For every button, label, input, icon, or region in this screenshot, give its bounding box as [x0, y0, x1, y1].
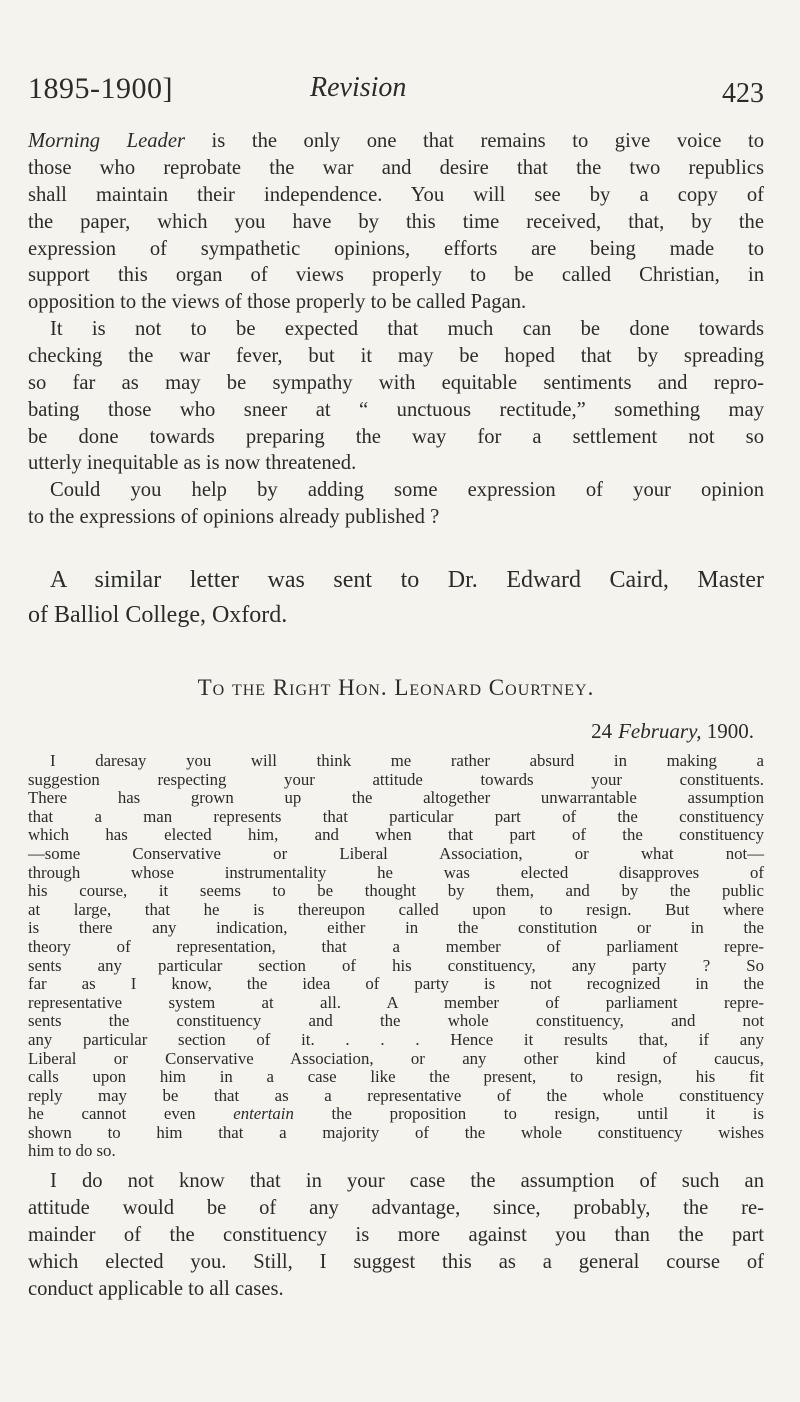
text-line: so far as may be sympathy with equitable sentiments and repro-	[28, 371, 764, 394]
paragraph-4	[28, 752, 764, 1161]
text-line: representative system at all. A member of parliament repre-	[28, 992, 764, 1012]
text-line: his course, it seems to be thought by them, and by the public	[28, 881, 764, 901]
text-line: which elected you. Still, I suggest this as a general course of	[28, 1250, 764, 1273]
text-line: those who reprobate the war and desire that the two republics	[28, 156, 764, 179]
page-number: 423	[722, 78, 764, 109]
running-head-title: Revision	[310, 72, 407, 103]
paragraph-1	[28, 128, 764, 316]
text-line: utterly inequitable as is now threatened.	[28, 452, 357, 475]
text-line: I daresay you will think me rather absurd in making a	[50, 751, 764, 770]
paragraph-5	[28, 1168, 764, 1302]
text-line: shall maintain their independence. You will see by a copy of	[28, 183, 764, 206]
italic-word: entertain	[233, 1104, 294, 1124]
text-line: bating those who sneer at “ unctuous rectitude,” something may	[28, 398, 764, 421]
text-line: I do not know that in your case the assumption of such an	[50, 1170, 764, 1192]
note-line: of Balliol College, Oxford.	[28, 602, 288, 628]
text-line: There has grown up the altogether unwarrantable assumption	[28, 788, 764, 808]
date-month: February,	[618, 719, 702, 743]
paragraph-2	[28, 316, 764, 477]
letter-date	[28, 719, 764, 749]
text-line: calls upon him in a case like the present, to resign, his fit	[28, 1067, 764, 1087]
text-line: It is not to be expected that much can be done towards	[50, 318, 764, 340]
text-line: the paper, which you have by this time received, that, by the	[28, 210, 764, 233]
text-line: conduct applicable to all cases.	[28, 1277, 284, 1300]
text-line-with-italic	[28, 1105, 764, 1124]
text-line: any particular section of it. . . . Hence it results that, if any	[28, 1029, 764, 1049]
text-line: theory of representation, that a member of parliament repre-	[28, 936, 764, 956]
text-line: that a man represents that particular part of the constituency	[28, 806, 764, 826]
text-line: to the expressions of opinions already published ?	[28, 505, 440, 528]
text-line: —some Conservative or Liberal Association, or what not—	[28, 843, 764, 863]
paragraph-3	[28, 477, 764, 531]
date-year: 1900.	[706, 719, 754, 743]
text-line: expression of sympathetic opinions, efforts are being made to	[28, 237, 764, 260]
editorial-note	[28, 563, 764, 633]
text-line: far as I know, the idea of party is not recognized in the	[28, 974, 764, 994]
text-line: opposition to the views of those properly to be called Pagan.	[28, 291, 527, 314]
running-head	[28, 72, 764, 112]
text-line: is there any indication, either in the constitution or in the	[28, 918, 764, 938]
running-head-range: 1895-1900]	[28, 72, 173, 105]
text-line: which has elected him, and when that part of the constituency	[28, 825, 764, 845]
text-line: support this organ of views properly to be called Christian, in	[28, 264, 764, 287]
text-line: him to do so.	[28, 1141, 116, 1161]
mixed-italic-line	[28, 1104, 764, 1123]
text-line: sents the constituency and the whole constituency, and not	[28, 1011, 764, 1031]
text-line: Liberal or Conservative Association, or any other kind of caucus,	[28, 1048, 764, 1068]
letter-heading: To the Right Hon. Leonard Courtney.	[197, 675, 595, 700]
text-line: at large, that he is thereupon called upon to resign. But where	[28, 899, 764, 919]
text-line: attitude would be of any advantage, since, probably, the re-	[28, 1196, 764, 1219]
text-line: shown to him that a majority of the whole constituency wishes	[28, 1122, 764, 1142]
text-segment: the proposition to resign, until it is	[293, 1104, 764, 1124]
text-line: mainder of the constituency is more against you than the part	[28, 1223, 764, 1246]
date-day: 24	[591, 719, 613, 743]
text-line: suggestion respecting your attitude towards your constituents.	[28, 769, 764, 789]
text-segment: he cannot even	[28, 1104, 234, 1124]
text-line: sents any particular section of his constituency, any party ? So	[28, 955, 764, 975]
text-line: Morning Leader is the only one that remains to give voice to	[28, 130, 764, 152]
text-line: be done towards preparing the way for a settlement not so	[28, 425, 764, 448]
note-line: A similar letter was sent to Dr. Edward Caird, Master	[50, 567, 764, 593]
text-line: reply may be that as a representative of the whole constituency	[28, 1085, 764, 1105]
text-line: checking the war fever, but it may be hoped that by spreading	[28, 344, 764, 367]
text-line: through whose instrumentality he was elected disapproves of	[28, 862, 764, 882]
text-line: Could you help by adding some expression of your opinion	[50, 479, 764, 501]
newspaper-title: Morning Leader	[28, 130, 185, 152]
